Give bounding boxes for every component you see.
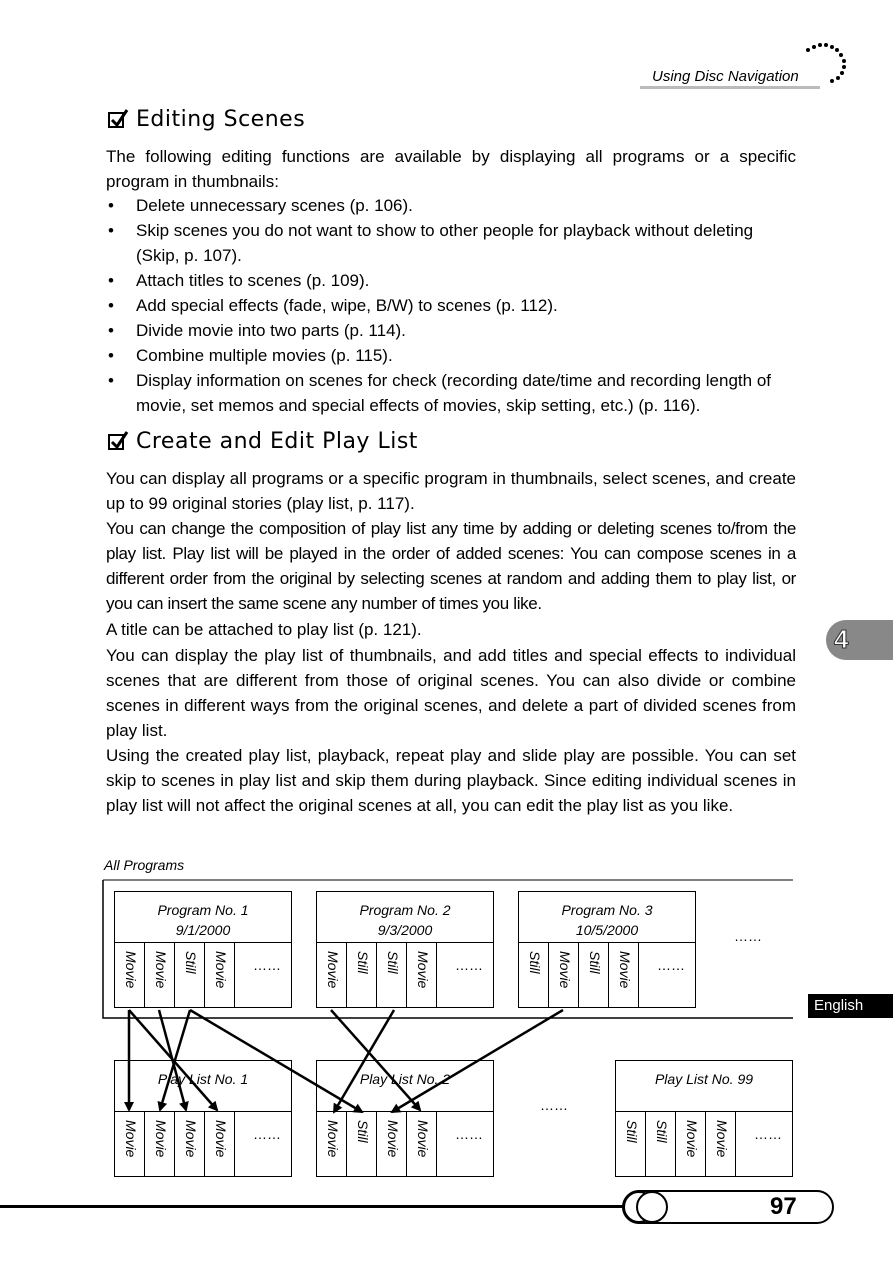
scene-cell: Movie	[317, 1112, 347, 1176]
page-number: 97	[770, 1193, 797, 1220]
playlist-title: Play List No. 99	[654, 1071, 754, 1087]
program-title: Program No. 1	[157, 902, 249, 918]
paragraph: You can display all programs or a specific program in thumbnails, select scenes, and create up to 99 original stories (play list, p. 117).	[106, 469, 796, 513]
more-scenes: ……	[455, 957, 483, 973]
diagram-caption: All Programs	[104, 857, 185, 873]
playlist-title: Play List No. 2	[359, 1071, 451, 1087]
scene-cell: Still	[175, 943, 205, 1007]
scene-cell: Movie	[377, 1112, 407, 1176]
chapter-number: 4	[834, 624, 849, 654]
scene-cell: Movie	[407, 1112, 437, 1176]
paragraph: A title can be attached to play list (p. 121).	[106, 620, 422, 639]
scene-cell: Movie	[407, 943, 437, 1007]
scene-cell: Movie	[317, 943, 347, 1007]
running-header: Using Disc Navigation	[652, 68, 799, 85]
scene-cell: Movie	[145, 1112, 175, 1176]
scene-cell: Still	[377, 943, 407, 1007]
scene-cell: Movie	[115, 943, 145, 1007]
playlist-box	[316, 1060, 494, 1177]
scene-cell: Movie	[205, 943, 235, 1007]
scene-cell: Movie	[676, 1112, 706, 1176]
scene-cell: Movie	[609, 943, 639, 1007]
scene-cell: Still	[579, 943, 609, 1007]
scene-cell: Movie	[549, 943, 579, 1007]
program-title: Program No. 2	[359, 902, 451, 918]
list-item: • Display information on scenes for check (recording date/time and recording length of movie, set memos and special effects of movies, skip setting, etc.) (p. 116).	[106, 368, 796, 418]
section1-intro: The following editing functions are available by displaying all programs or a specific program in thumbnails:	[106, 147, 796, 191]
list-item: • Skip scenes you do not want to show to other people for playback without deleting (Skip, p. 107).	[106, 218, 796, 268]
section-title-text: Create and Edit Play List	[136, 429, 418, 454]
program-box	[518, 891, 696, 1008]
program-date: 10/5/2000	[575, 922, 639, 938]
list-item: • Divide movie into two parts (p. 114).	[106, 318, 796, 343]
language-tab: English	[808, 994, 893, 1018]
scene-cell: Still	[347, 1112, 377, 1176]
program-box	[114, 891, 292, 1008]
program-date: 9/3/2000	[377, 922, 433, 938]
paragraph: You can change the composition of play list any time by adding or deleting scenes to/from the play list. Play list will be played in the order of added scenes: You can compose scenes in a different order from the original by selecting scenes at random and adding them to play list, or you can insert the same scene any number of times you like.	[106, 519, 796, 613]
program-title: Program No. 3	[561, 902, 653, 918]
scene-cell: Movie	[175, 1112, 205, 1176]
list-item: • Attach titles to scenes (p. 109).	[106, 268, 796, 293]
scene-cell: Movie	[706, 1112, 736, 1176]
list-item: • Add special effects (fade, wipe, B/W) to scenes (p. 112).	[106, 293, 796, 318]
scene-cell: Still	[347, 943, 377, 1007]
section-title-text: Editing Scenes	[136, 107, 306, 132]
more-playlists: ……	[540, 1097, 568, 1113]
playlist-box	[615, 1060, 793, 1177]
footer-circles-ornament	[622, 1190, 682, 1224]
scene-cell: Still	[646, 1112, 676, 1176]
paragraph: Using the created play list, playback, repeat play and slide play are possible. You can set skip to scenes in play list and skip them during playback. Since editing individual scenes in play list will not affect the original scenes at all, you can edit the play list as you like.	[106, 746, 796, 815]
list-item: • Combine multiple movies (p. 115).	[106, 343, 796, 368]
footer-rule	[0, 1205, 640, 1208]
more-scenes: ……	[455, 1126, 483, 1142]
playlist-title: Play List No. 1	[157, 1071, 249, 1087]
playlist-box	[114, 1060, 292, 1177]
more-scenes: ……	[253, 957, 281, 973]
more-programs: ……	[734, 928, 762, 944]
scene-cell: Still	[616, 1112, 646, 1176]
scene-cell: Still	[519, 943, 549, 1007]
more-scenes: ……	[754, 1126, 782, 1142]
program-box	[316, 891, 494, 1008]
scene-cell: Movie	[145, 943, 175, 1007]
program-date: 9/1/2000	[175, 922, 231, 938]
paragraph: You can display the play list of thumbnails, and add titles and special effects to individual scenes that are different from those of original scenes. You can also divide or combine scenes in different ways from the original scenes, and delete a part of divided scenes from play list.	[106, 646, 796, 740]
scene-cell: Movie	[205, 1112, 235, 1176]
scene-cell: Movie	[115, 1112, 145, 1176]
more-scenes: ……	[657, 957, 685, 973]
list-item: • Delete unnecessary scenes (p. 106).	[106, 193, 796, 218]
more-scenes: ……	[253, 1126, 281, 1142]
